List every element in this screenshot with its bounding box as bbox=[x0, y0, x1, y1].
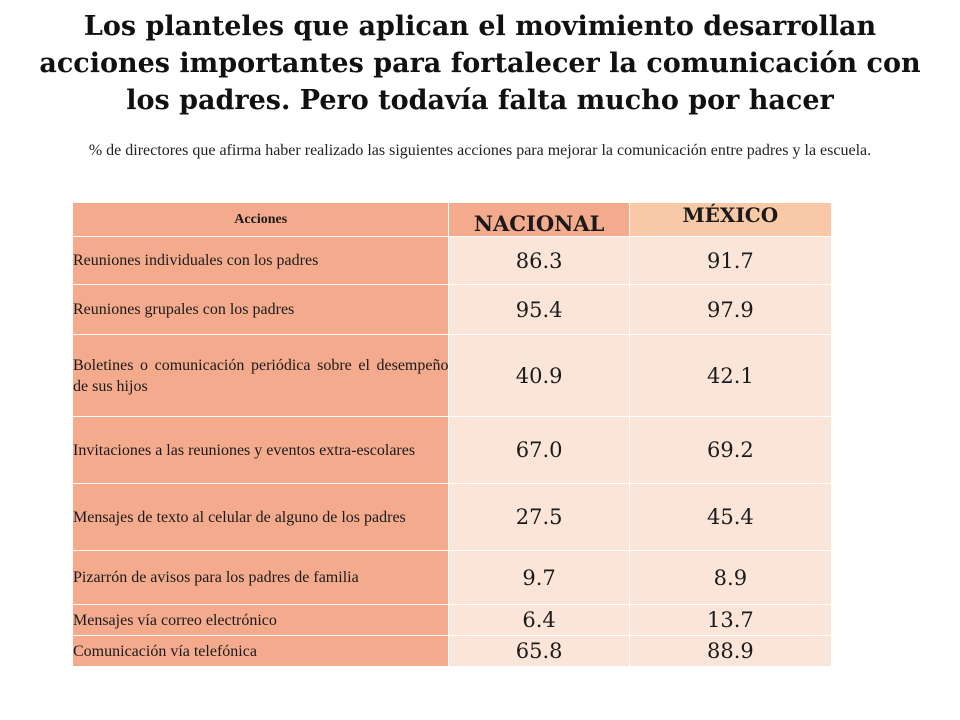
table-row bbox=[73, 636, 832, 667]
page-title: Los planteles que aplican el movimiento desarrollan acciones importantes para fortalecer la comunicación con los padres. Pero todavía falta mucho por hacer bbox=[39, 11, 921, 116]
row-label: Invitaciones a las reuniones y eventos extra-escolares bbox=[73, 417, 449, 484]
value-nacional: 40.9 bbox=[449, 335, 629, 417]
row-label: Reuniones grupales con los padres bbox=[73, 285, 449, 335]
value-nacional: 9.7 bbox=[449, 551, 629, 605]
row-label: Reuniones individuales con los padres bbox=[73, 237, 449, 285]
row-label: Comunicación vía telefónica bbox=[73, 636, 449, 667]
value-nacional: 95.4 bbox=[449, 285, 629, 335]
row-label: Boletines o comunicación periódica sobre el desempeño de sus hijos bbox=[73, 335, 449, 417]
table-subtitle: % de directores que afirma haber realizado las siguientes acciones para mejorar la comunicación entre padres y la escuela. bbox=[88, 142, 872, 159]
table-row bbox=[73, 335, 832, 417]
row-label: Mensajes vía correo electrónico bbox=[73, 605, 449, 636]
value-nacional: 65.8 bbox=[449, 636, 629, 667]
table-row bbox=[73, 551, 832, 605]
table-row bbox=[73, 484, 832, 551]
row-label: Pizarrón de avisos para los padres de familia bbox=[73, 551, 449, 605]
value-mexico: 69.2 bbox=[629, 417, 831, 484]
column-header-nacional: NACIONAL bbox=[449, 203, 629, 237]
row-label: Mensajes de texto al celular de alguno de los padres bbox=[73, 484, 449, 551]
column-header-mexico: MÉXICO bbox=[629, 203, 831, 237]
value-mexico: 91.7 bbox=[629, 237, 831, 285]
value-mexico: 13.7 bbox=[629, 605, 831, 636]
value-mexico: 8.9 bbox=[629, 551, 831, 605]
table-row bbox=[73, 605, 832, 636]
table-header-row bbox=[73, 203, 832, 237]
column-header-acciones: Acciones bbox=[73, 203, 449, 237]
value-nacional: 6.4 bbox=[449, 605, 629, 636]
data-table bbox=[72, 202, 832, 667]
table-row bbox=[73, 237, 832, 285]
value-mexico: 45.4 bbox=[629, 484, 831, 551]
value-nacional: 27.5 bbox=[449, 484, 629, 551]
value-nacional: 86.3 bbox=[449, 237, 629, 285]
table-row bbox=[73, 285, 832, 335]
value-mexico: 97.9 bbox=[629, 285, 831, 335]
table-row bbox=[73, 417, 832, 484]
value-mexico: 42.1 bbox=[629, 335, 831, 417]
value-mexico: 88.9 bbox=[629, 636, 831, 667]
value-nacional: 67.0 bbox=[449, 417, 629, 484]
